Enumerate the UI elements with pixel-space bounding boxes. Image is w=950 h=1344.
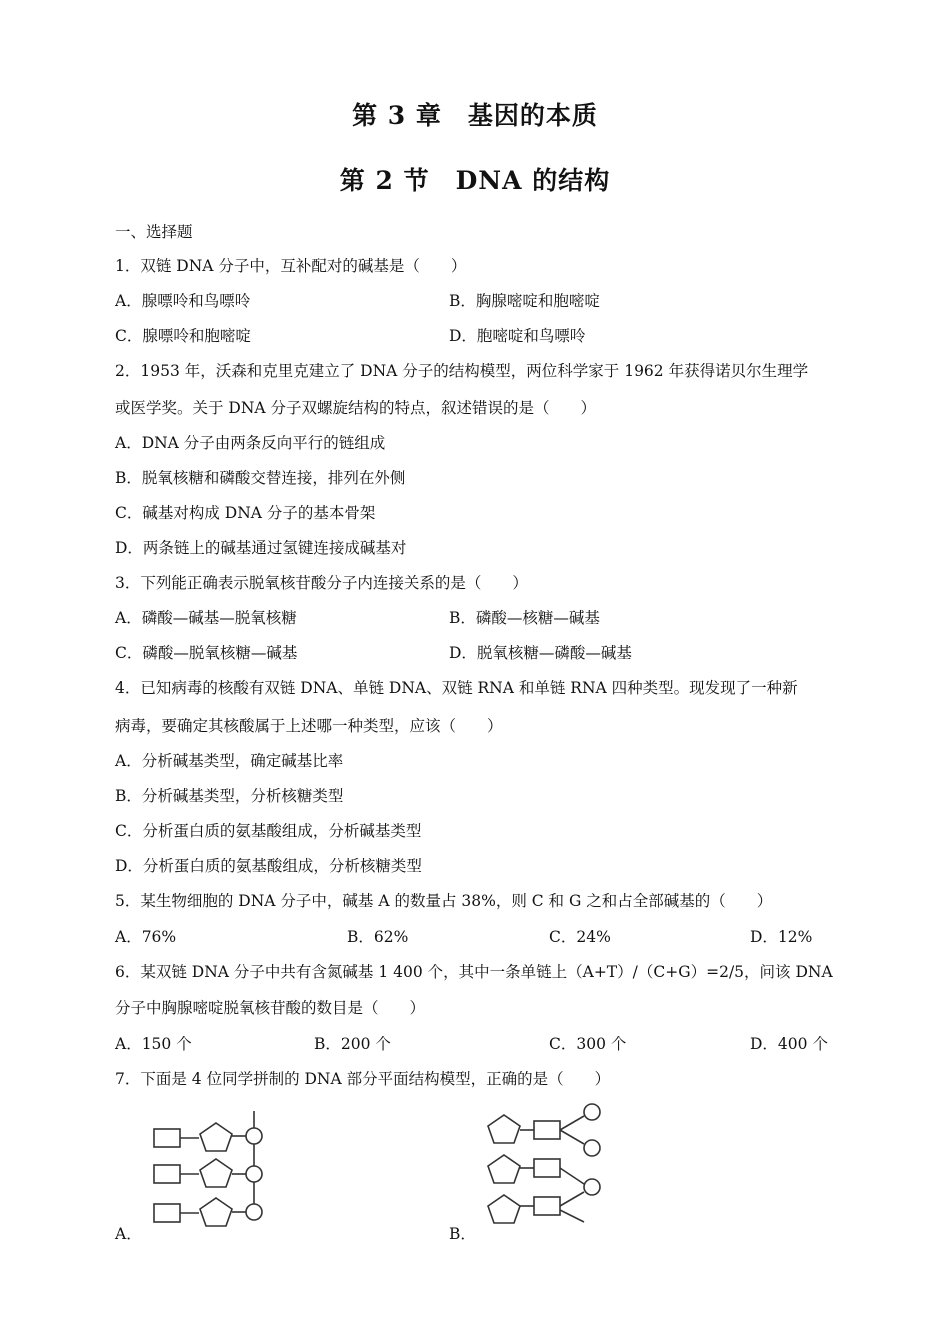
base-rectangle bbox=[154, 1165, 180, 1183]
question-7-stem: 7．下面是 4 位同学拼制的 DNA 部分平面结构模型，正确的是（ ） bbox=[115, 1070, 611, 1088]
sugar-pentagon bbox=[200, 1159, 232, 1187]
question-7-option-a: A． bbox=[115, 1225, 142, 1243]
question-7-option-b: B． bbox=[449, 1225, 476, 1243]
question-4-option-b: B．分析碱基类型，分析核糖类型 bbox=[115, 787, 344, 805]
sugar-pentagon bbox=[488, 1195, 520, 1223]
phosphate-circle bbox=[584, 1179, 600, 1195]
question-3-option-c: C．磷酸—脱氧核糖—碱基 bbox=[115, 644, 298, 662]
question-2-stem-line-2: 或医学奖。关于 DNA 分子双螺旋结构的特点，叙述错误的是（ ） bbox=[115, 399, 597, 417]
question-3-option-b: B．磷酸—核糖—碱基 bbox=[449, 609, 600, 627]
question-4-option-a: A．分析碱基类型，确定碱基比率 bbox=[115, 752, 344, 770]
question-4-option-d: D．分析蛋白质的氨基酸组成，分析核糖类型 bbox=[115, 857, 422, 875]
phosphate-circle bbox=[246, 1166, 262, 1182]
base-rectangle bbox=[154, 1129, 180, 1147]
phosphate-circle bbox=[246, 1128, 262, 1144]
question-4-stem-line-1: 4．已知病毒的核酸有双链 DNA、单链 DNA、双链 RNA 和单链 RNA 四种类型。现发现了一种新 bbox=[115, 679, 798, 697]
question-6-option-d: D．400 个 bbox=[750, 1035, 828, 1053]
question-2-option-d: D．两条链上的碱基通过氢键连接成碱基对 bbox=[115, 539, 407, 557]
question-4-stem-line-2: 病毒，要确定其核酸属于上述哪一种类型，应该（ ） bbox=[115, 717, 503, 735]
phosphate-circle bbox=[584, 1140, 600, 1156]
dna-model-diagram-a bbox=[148, 1105, 270, 1230]
base-rectangle bbox=[154, 1204, 180, 1222]
question-2-stem-line-1: 2．1953 年，沃森和克里克建立了 DNA 分子的结构模型，两位科学家于 1962 年获得诺贝尔生理学 bbox=[115, 362, 809, 380]
question-2-option-a: A．DNA 分子由两条反向平行的链组成 bbox=[115, 434, 386, 452]
question-6-option-c: C．300 个 bbox=[549, 1035, 627, 1053]
question-5-option-d: D．12% bbox=[750, 928, 813, 946]
question-1-option-b: B．胸腺嘧啶和胞嘧啶 bbox=[449, 292, 600, 310]
sugar-pentagon bbox=[488, 1155, 520, 1183]
question-4-option-c: C．分析蛋白质的氨基酸组成，分析碱基类型 bbox=[115, 822, 422, 840]
question-6-stem-line-1: 6．某双链 DNA 分子中共有含氮碱基 1 400 个，其中一条单链上（A+T）/（C+G）=2/5，问该 DNA bbox=[115, 963, 833, 981]
question-3-option-d: D．脱氧核糖—磷酸—碱基 bbox=[449, 644, 632, 662]
question-5-option-b: B．62% bbox=[347, 928, 409, 946]
question-3-stem: 3．下列能正确表示脱氧核苷酸分子内连接关系的是（ ） bbox=[115, 574, 528, 592]
question-1-option-c: C．腺嘌呤和胞嘧啶 bbox=[115, 327, 251, 345]
question-5-option-a: A．76% bbox=[115, 928, 177, 946]
question-3-option-a: A．磷酸—碱基—脱氧核糖 bbox=[115, 609, 297, 627]
chapter-title: 第 3 章 基因的本质 bbox=[352, 101, 598, 130]
question-5-stem: 5．某生物细胞的 DNA 分子中，碱基 A 的数量占 38%，则 C 和 G 之和占全部碱基的（ ） bbox=[115, 892, 773, 910]
dna-model-diagram-b bbox=[482, 1100, 607, 1232]
question-6-option-a: A．150 个 bbox=[115, 1035, 192, 1053]
question-2-option-b: B．脱氧核糖和磷酸交替连接，排列在外侧 bbox=[115, 469, 406, 487]
sugar-pentagon bbox=[200, 1198, 232, 1226]
sugar-pentagon bbox=[200, 1123, 232, 1151]
sugar-pentagon bbox=[488, 1115, 520, 1143]
question-1-option-d: D．胞嘧啶和鸟嘌呤 bbox=[449, 327, 586, 345]
phosphate-circle bbox=[584, 1104, 600, 1120]
base-rectangle bbox=[534, 1159, 560, 1177]
base-rectangle bbox=[534, 1121, 560, 1139]
question-2-option-c: C．碱基对构成 DNA 分子的基本骨架 bbox=[115, 504, 376, 522]
section-title: 第 2 节 DNA 的结构 bbox=[339, 166, 611, 195]
question-6-option-b: B．200 个 bbox=[314, 1035, 391, 1053]
question-6-stem-line-2: 分子中胸腺嘧啶脱氧核苷酸的数目是（ ） bbox=[115, 999, 426, 1017]
question-5-option-c: C．24% bbox=[549, 928, 611, 946]
phosphate-circle bbox=[246, 1204, 262, 1220]
question-1-option-a: A．腺嘌呤和鸟嘌呤 bbox=[115, 292, 251, 310]
question-1-stem: 1．双链 DNA 分子中，互补配对的碱基是（ ） bbox=[115, 257, 467, 275]
section-heading: 一、选择题 bbox=[115, 223, 193, 241]
base-rectangle bbox=[534, 1197, 560, 1215]
